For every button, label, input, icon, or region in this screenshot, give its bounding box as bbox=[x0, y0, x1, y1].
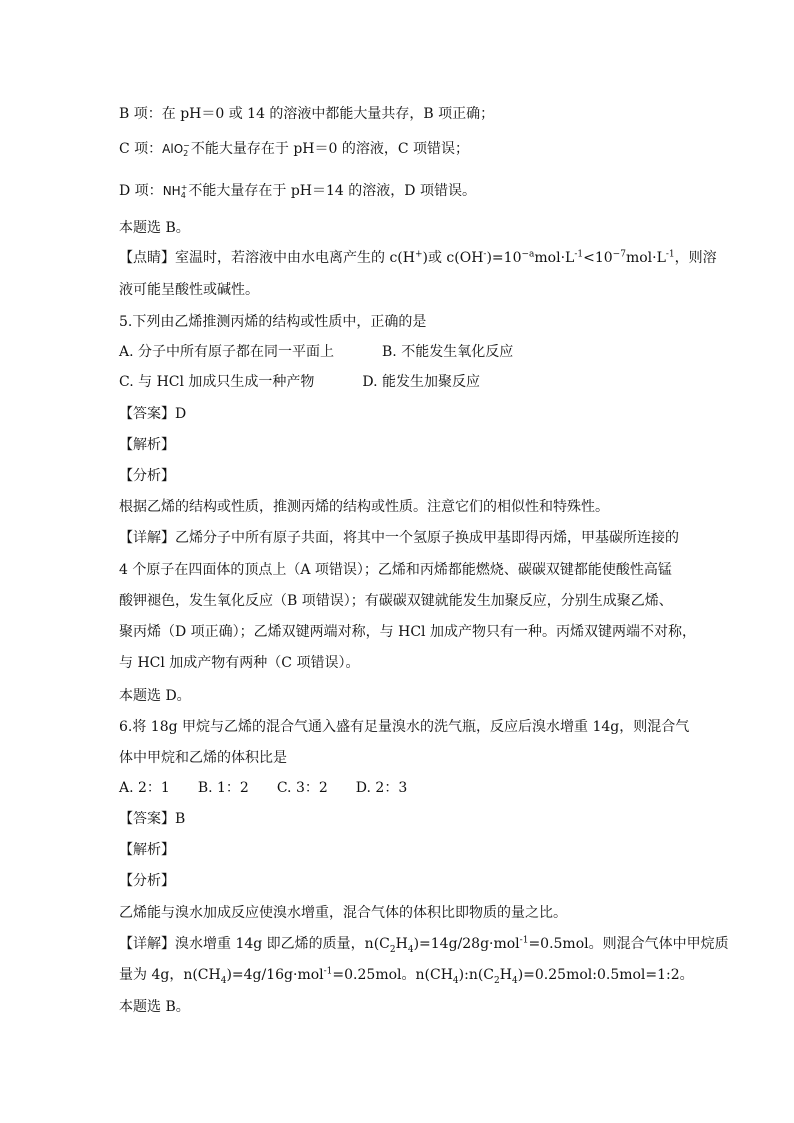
q5-detail-5: 与 HCl 加成产物有两种（C 项错误）。 bbox=[119, 655, 360, 671]
q6-jiexi: 【解析】 bbox=[119, 842, 175, 858]
d-item-text: 不能大量存在于 pH＝14 的溶液，D 项错误。 bbox=[188, 183, 476, 199]
q6-options bbox=[119, 778, 407, 798]
alo2-ion: AlO − 2 bbox=[162, 140, 190, 158]
q5-jiexi: 【解析】 bbox=[119, 437, 175, 453]
q5-detail-2: 4 个原子在四面体的顶点上（A 项错误）；乙烯和丙烯都能燃烧、碳碳双键都能使酸性高锰 bbox=[119, 562, 672, 578]
q5-conclusion: 本题选 D。 bbox=[119, 688, 191, 704]
q5-option-d: D. 能发生加聚反应 bbox=[362, 374, 481, 390]
tip-line-2: 液可能呈酸性或碱性。 bbox=[119, 282, 259, 298]
q5-option-c: C. 与 HCl 加成只生成一种产物 bbox=[119, 374, 315, 390]
d-item-prefix: D 项： bbox=[119, 183, 163, 199]
q5-fenxi: 【分析】 bbox=[119, 468, 175, 484]
q6-detail-1: 【详解】溴水增重 14g 即乙烯的质量，$n(C_2H_4)=14g/28g\cdot mol^{-1}=0.5mol$。则混合气体中甲烷质 bbox=[119, 935, 729, 955]
q6-fenxi: 【分析】 bbox=[119, 873, 175, 889]
q6-analysis: 乙烯能与溴水加成反应使溴水增重，混合气体的体积比即物质的量之比。 bbox=[119, 905, 567, 921]
q5-detail-1: 【详解】乙烯分子中所有原子共面，将其中一个氢原子换成甲基即得丙烯，甲基碳所连接的 bbox=[119, 530, 679, 546]
q5-option-b: B. 不能发生氧化反应 bbox=[382, 344, 514, 360]
q6-conclusion: 本题选 B。 bbox=[119, 999, 190, 1015]
q6-option-d: D. 2：3 bbox=[355, 780, 408, 796]
b-item-line: B 项：在 pH＝0 或 14 的溶液中都能大量共存，B 项正确； bbox=[119, 106, 495, 122]
q6-stem-1: 6.将 18g 甲烷与乙烯的混合气通入盛有足量溴水的洗气瓶，反应后溴水增重 14g，则混合气 bbox=[119, 719, 690, 735]
q5-options-cd bbox=[119, 372, 480, 392]
q6-answer: 【答案】B bbox=[119, 811, 186, 827]
q5-options-ab bbox=[119, 342, 513, 362]
conclusion-b: 本题选 B。 bbox=[119, 220, 190, 236]
c-item-line bbox=[119, 139, 469, 159]
q5-analysis: 根据乙烯的结构或性质，推测丙烯的结构或性质。注意它们的相似性和特殊性。 bbox=[119, 499, 609, 515]
q5-answer: 【答案】D bbox=[119, 406, 187, 422]
q5-stem: 5.下列由乙烯推测丙烯的结构或性质中，正确的是 bbox=[119, 314, 427, 330]
tip-line-1: 【点睛】室温时，若溶液中由水电离产生的 c(H+)或 $c(OH^-)=10^{-a}mol\cdot L^{-1}<10^{-7}mol\cdot L^{-1}$，则溶 bbox=[119, 249, 717, 266]
q5-option-a: A. 分子中所有原子都在同一平面上 bbox=[119, 344, 335, 360]
q6-option-b: B. 1：2 bbox=[197, 780, 249, 796]
q6-option-c: C. 3：2 bbox=[276, 780, 328, 796]
q6-detail-2: 量为 4g，$n(CH_4)=4g/16g\cdot mol^{-1}=0.25mol$。$n(CH_4):n(C_2H_4)=0.25mol:0.5mol=1:2$。 bbox=[119, 966, 694, 986]
nh4-ion: NH + 4 bbox=[162, 182, 188, 200]
c-item-text: 不能大量存在于 pH＝0 的溶液，C 项错误； bbox=[190, 141, 470, 157]
c-item-prefix: C 项： bbox=[119, 141, 163, 157]
q6-stem-2: 体中甲烷和乙烯的体积比是 bbox=[119, 750, 287, 766]
d-item-line bbox=[119, 181, 476, 201]
q5-detail-4: 聚丙烯（D 项正确）；乙烯双键两端对称，与 HCl 加成产物只有一种。丙烯双键两端不对称， bbox=[119, 624, 696, 640]
q6-option-a: A. 2：1 bbox=[119, 780, 170, 796]
q5-detail-3: 酸钾褪色，发生氧化反应（B 项错误）；有碳碳双键就能发生加聚反应，分别生成聚乙烯、 bbox=[119, 593, 673, 609]
